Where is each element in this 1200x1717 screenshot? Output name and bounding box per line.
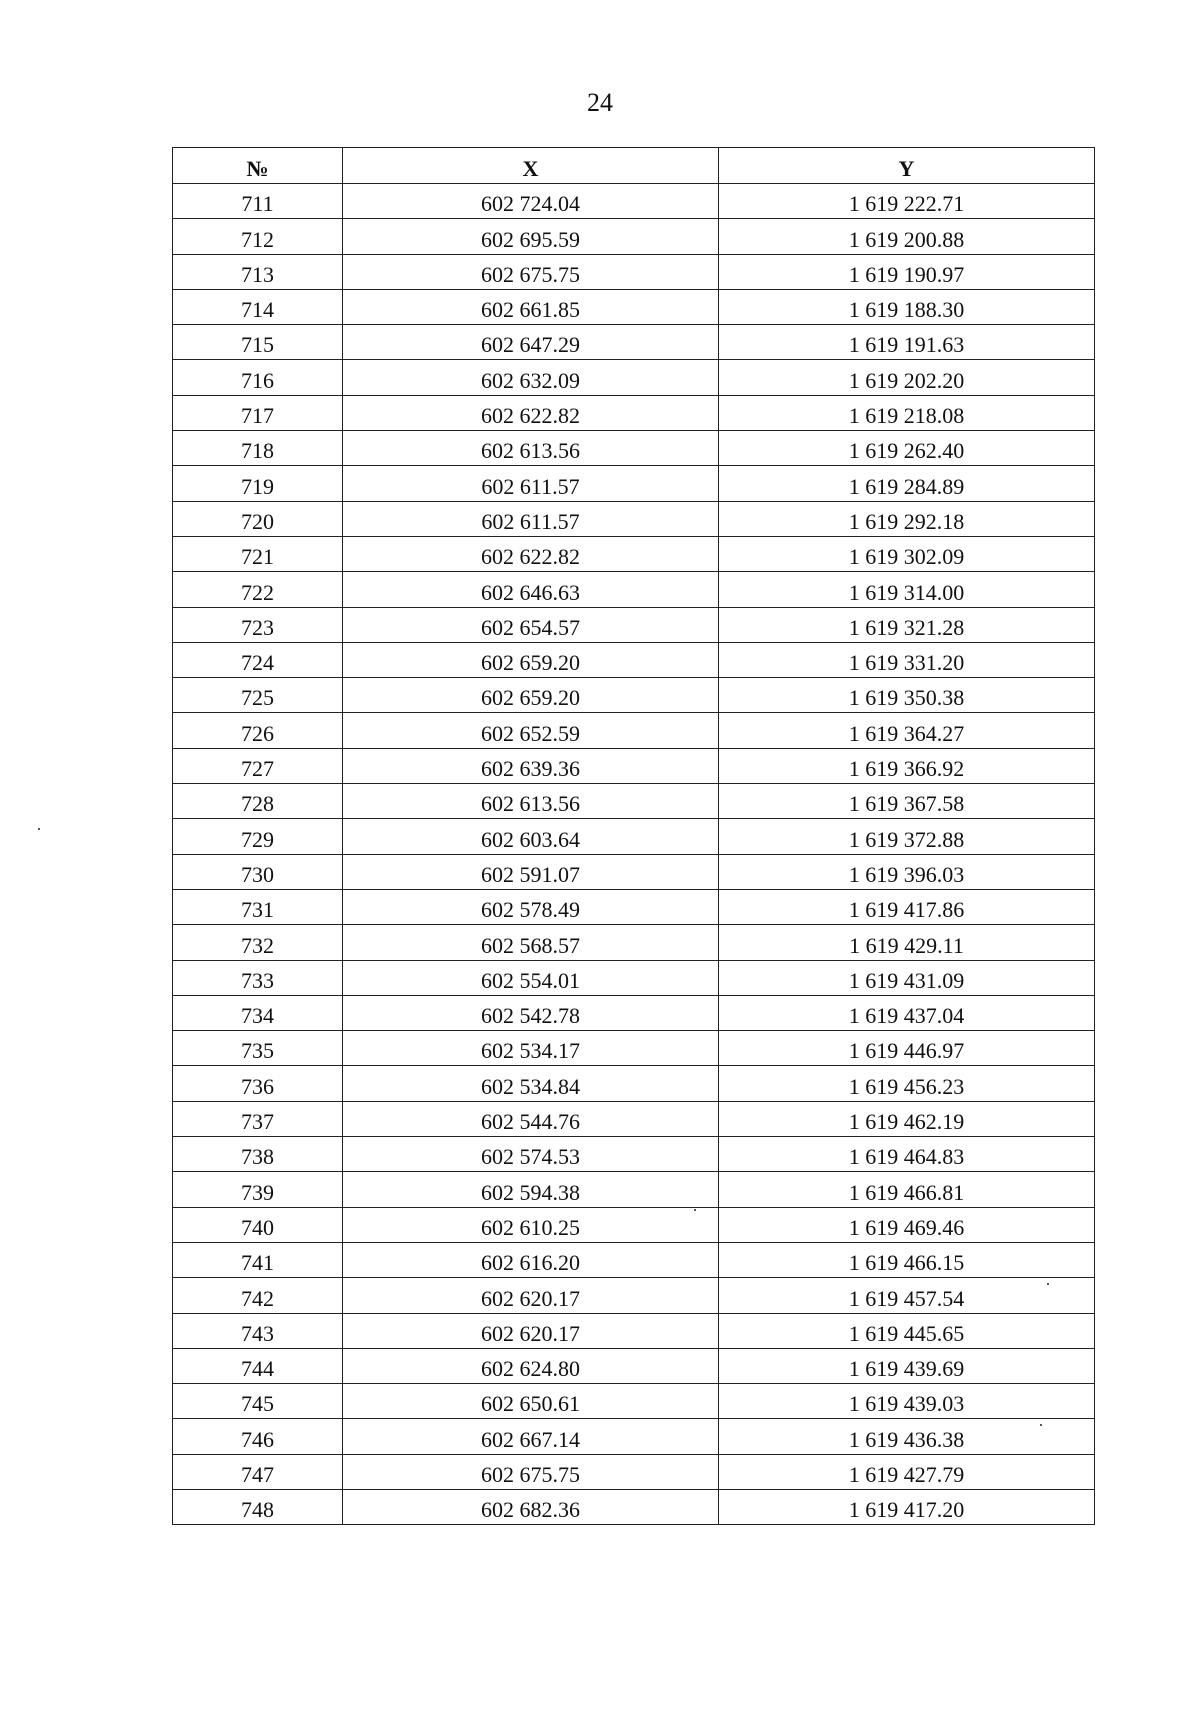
cell-x: 602 695.59 [343, 219, 719, 254]
cell-y: 1 619 350.38 [719, 678, 1095, 713]
header-number: № [173, 148, 343, 184]
cell-x: 602 622.82 [343, 395, 719, 430]
cell-number: 723 [173, 607, 343, 642]
cell-x: 602 578.49 [343, 889, 719, 924]
cell-number: 746 [173, 1419, 343, 1454]
table-row [173, 466, 1095, 501]
cell-number: 716 [173, 360, 343, 395]
cell-y: 1 619 372.88 [719, 819, 1095, 854]
table-row [173, 1031, 1095, 1066]
cell-y: 1 619 218.08 [719, 395, 1095, 430]
table-row [173, 1384, 1095, 1419]
cell-x: 602 620.17 [343, 1313, 719, 1348]
cell-y: 1 619 262.40 [719, 431, 1095, 466]
cell-number: 734 [173, 995, 343, 1030]
table-row [173, 889, 1095, 924]
cell-x: 602 659.20 [343, 642, 719, 677]
cell-number: 726 [173, 713, 343, 748]
cell-y: 1 619 462.19 [719, 1101, 1095, 1136]
cell-y: 1 619 292.18 [719, 501, 1095, 536]
cell-number: 741 [173, 1242, 343, 1277]
cell-y: 1 619 191.63 [719, 325, 1095, 360]
cell-number: 748 [173, 1489, 343, 1524]
cell-number: 712 [173, 219, 343, 254]
table-row [173, 1419, 1095, 1454]
cell-y: 1 619 200.88 [719, 219, 1095, 254]
cell-number: 747 [173, 1454, 343, 1489]
cell-y: 1 619 314.00 [719, 572, 1095, 607]
cell-number: 711 [173, 184, 343, 219]
table-row [173, 536, 1095, 571]
cell-y: 1 619 437.04 [719, 995, 1095, 1030]
cell-x: 602 639.36 [343, 748, 719, 783]
cell-number: 729 [173, 819, 343, 854]
cell-y: 1 619 445.65 [719, 1313, 1095, 1348]
table-row [173, 784, 1095, 819]
cell-y: 1 619 417.20 [719, 1489, 1095, 1524]
cell-x: 602 661.85 [343, 289, 719, 324]
header-y: Y [719, 148, 1095, 184]
cell-x: 602 624.80 [343, 1348, 719, 1383]
table-row [173, 1066, 1095, 1101]
cell-y: 1 619 436.38 [719, 1419, 1095, 1454]
table-row [173, 995, 1095, 1030]
cell-y: 1 619 466.81 [719, 1172, 1095, 1207]
cell-x: 602 652.59 [343, 713, 719, 748]
cell-number: 745 [173, 1384, 343, 1419]
cell-x: 602 724.04 [343, 184, 719, 219]
cell-x: 602 603.64 [343, 819, 719, 854]
cell-y: 1 619 284.89 [719, 466, 1095, 501]
cell-number: 740 [173, 1207, 343, 1242]
table-row [173, 1278, 1095, 1313]
cell-number: 728 [173, 784, 343, 819]
cell-number: 732 [173, 925, 343, 960]
table-header [173, 148, 1095, 184]
cell-y: 1 619 439.69 [719, 1348, 1095, 1383]
cell-number: 743 [173, 1313, 343, 1348]
scan-speck [1047, 1283, 1049, 1285]
cell-x: 602 659.20 [343, 678, 719, 713]
cell-x: 602 675.75 [343, 254, 719, 289]
table-row [173, 748, 1095, 783]
scan-speck [694, 1209, 696, 1211]
table-row [173, 572, 1095, 607]
table-row [173, 960, 1095, 995]
cell-number: 739 [173, 1172, 343, 1207]
table-row [173, 819, 1095, 854]
table-row [173, 184, 1095, 219]
cell-x: 602 568.57 [343, 925, 719, 960]
cell-y: 1 619 202.20 [719, 360, 1095, 395]
cell-x: 602 620.17 [343, 1278, 719, 1313]
table-row [173, 1101, 1095, 1136]
cell-y: 1 619 456.23 [719, 1066, 1095, 1101]
table-row [173, 1454, 1095, 1489]
cell-number: 717 [173, 395, 343, 430]
cell-y: 1 619 367.58 [719, 784, 1095, 819]
cell-y: 1 619 331.20 [719, 642, 1095, 677]
table-row [173, 713, 1095, 748]
cell-y: 1 619 321.28 [719, 607, 1095, 642]
cell-x: 602 654.57 [343, 607, 719, 642]
cell-x: 602 594.38 [343, 1172, 719, 1207]
table-row [173, 325, 1095, 360]
table-row [173, 289, 1095, 324]
cell-y: 1 619 469.46 [719, 1207, 1095, 1242]
cell-y: 1 619 431.09 [719, 960, 1095, 995]
cell-number: 736 [173, 1066, 343, 1101]
cell-y: 1 619 396.03 [719, 854, 1095, 889]
table-row [173, 1137, 1095, 1172]
table-row [173, 642, 1095, 677]
cell-number: 719 [173, 466, 343, 501]
cell-number: 718 [173, 431, 343, 466]
cell-number: 714 [173, 289, 343, 324]
cell-x: 602 542.78 [343, 995, 719, 1030]
table-row [173, 395, 1095, 430]
cell-y: 1 619 439.03 [719, 1384, 1095, 1419]
table-body [173, 184, 1095, 1525]
cell-y: 1 619 302.09 [719, 536, 1095, 571]
cell-x: 602 647.29 [343, 325, 719, 360]
cell-number: 731 [173, 889, 343, 924]
table-row [173, 1348, 1095, 1383]
cell-x: 602 613.56 [343, 784, 719, 819]
table-row [173, 501, 1095, 536]
table-row [173, 254, 1095, 289]
cell-y: 1 619 429.11 [719, 925, 1095, 960]
cell-x: 602 544.76 [343, 1101, 719, 1136]
cell-number: 738 [173, 1137, 343, 1172]
cell-y: 1 619 417.86 [719, 889, 1095, 924]
cell-x: 602 650.61 [343, 1384, 719, 1419]
scan-speck [38, 828, 40, 830]
cell-x: 602 622.82 [343, 536, 719, 571]
cell-number: 721 [173, 536, 343, 571]
cell-x: 602 667.14 [343, 1419, 719, 1454]
cell-number: 733 [173, 960, 343, 995]
cell-number: 720 [173, 501, 343, 536]
table-row [173, 219, 1095, 254]
cell-x: 602 611.57 [343, 466, 719, 501]
cell-number: 730 [173, 854, 343, 889]
cell-number: 715 [173, 325, 343, 360]
cell-x: 602 632.09 [343, 360, 719, 395]
header-row [173, 148, 1095, 184]
cell-y: 1 619 190.97 [719, 254, 1095, 289]
cell-x: 602 554.01 [343, 960, 719, 995]
table-row [173, 431, 1095, 466]
cell-number: 727 [173, 748, 343, 783]
cell-number: 735 [173, 1031, 343, 1066]
cell-number: 724 [173, 642, 343, 677]
cell-number: 737 [173, 1101, 343, 1136]
cell-number: 722 [173, 572, 343, 607]
cell-x: 602 613.56 [343, 431, 719, 466]
cell-x: 602 616.20 [343, 1242, 719, 1277]
cell-number: 742 [173, 1278, 343, 1313]
table-row [173, 607, 1095, 642]
page-number: 24 [587, 88, 613, 117]
table-row [173, 1489, 1095, 1524]
cell-y: 1 619 427.79 [719, 1454, 1095, 1489]
cell-y: 1 619 366.92 [719, 748, 1095, 783]
cell-y: 1 619 457.54 [719, 1278, 1095, 1313]
cell-y: 1 619 466.15 [719, 1242, 1095, 1277]
cell-y: 1 619 446.97 [719, 1031, 1095, 1066]
cell-number: 744 [173, 1348, 343, 1383]
table-row [173, 1313, 1095, 1348]
coordinates-table [172, 147, 1095, 1525]
cell-x: 602 646.63 [343, 572, 719, 607]
cell-y: 1 619 464.83 [719, 1137, 1095, 1172]
cell-number: 713 [173, 254, 343, 289]
cell-x: 602 534.17 [343, 1031, 719, 1066]
cell-x: 602 591.07 [343, 854, 719, 889]
cell-x: 602 611.57 [343, 501, 719, 536]
cell-y: 1 619 364.27 [719, 713, 1095, 748]
table-row [173, 1242, 1095, 1277]
cell-y: 1 619 188.30 [719, 289, 1095, 324]
table-row [173, 925, 1095, 960]
scan-speck [1040, 1424, 1042, 1426]
table-row [173, 854, 1095, 889]
cell-x: 602 610.25 [343, 1207, 719, 1242]
table-row [173, 360, 1095, 395]
table-row [173, 678, 1095, 713]
cell-x: 602 534.84 [343, 1066, 719, 1101]
table-row [173, 1172, 1095, 1207]
cell-x: 602 675.75 [343, 1454, 719, 1489]
cell-number: 725 [173, 678, 343, 713]
cell-y: 1 619 222.71 [719, 184, 1095, 219]
header-x: X [343, 148, 719, 184]
cell-x: 602 682.36 [343, 1489, 719, 1524]
cell-x: 602 574.53 [343, 1137, 719, 1172]
table-row [173, 1207, 1095, 1242]
